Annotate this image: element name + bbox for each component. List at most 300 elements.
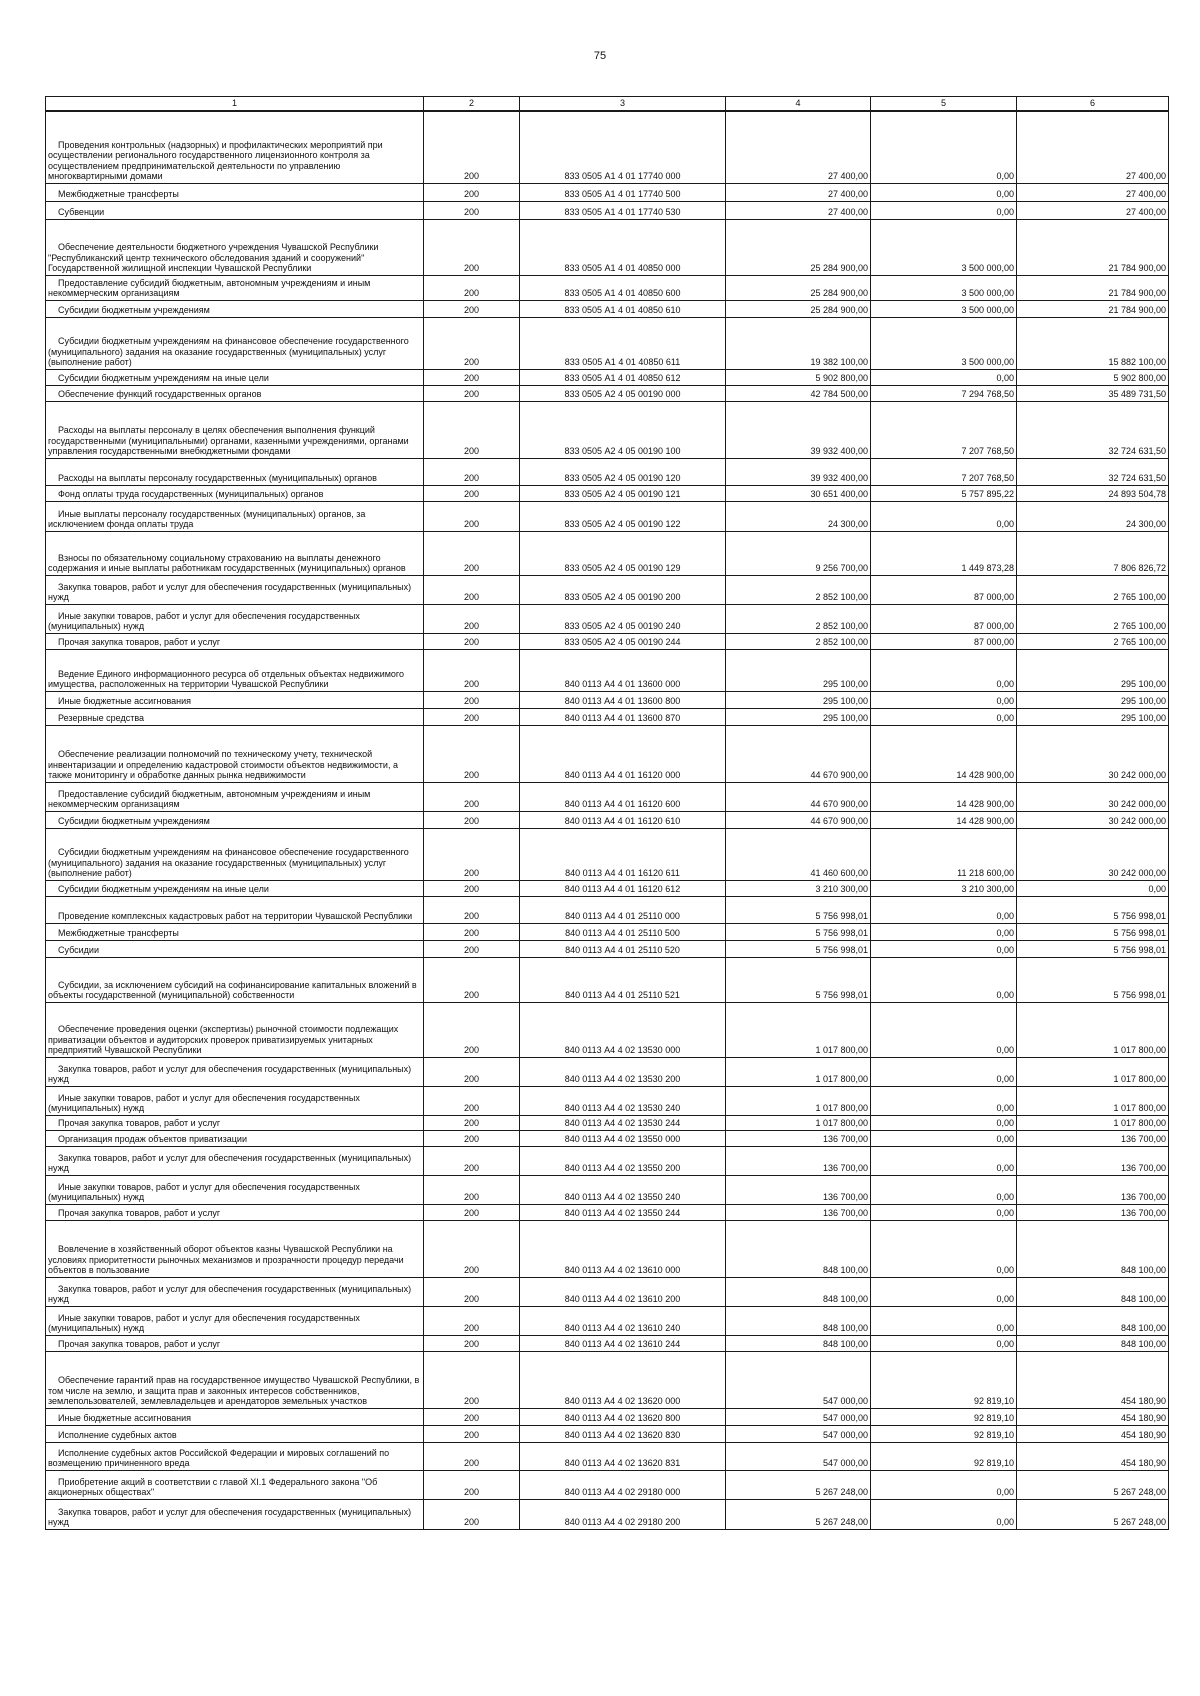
expense-name-text: Обеспечение проведения оценки (экспертизы) рыночной стоимости подлежащих приватизации объектов и аудиторских проверок приватизируемых унитарных предприятий Чувашской Республики — [48, 1024, 399, 1055]
budget-classification-code-cell: 840 0113 А4 4 02 13610 200 — [520, 1277, 726, 1306]
unexecuted-amount-cell: 2 765 100,00 — [1017, 633, 1169, 649]
executed-amount-cell: 7 294 768,50 — [871, 385, 1017, 401]
table-row — [46, 1086, 1169, 1115]
expense-name-cell — [46, 1175, 424, 1204]
table-row — [46, 111, 1169, 183]
table-row — [46, 633, 1169, 649]
unexecuted-amount-cell: 848 100,00 — [1017, 1277, 1169, 1306]
table-row — [46, 1351, 1169, 1408]
line-code-cell: 200 — [424, 219, 520, 275]
table-row — [46, 782, 1169, 811]
table-row — [46, 458, 1169, 485]
expense-name-cell — [46, 575, 424, 604]
unexecuted-amount-cell: 5 267 248,00 — [1017, 1470, 1169, 1499]
approved-amount-cell: 41 460 600,00 — [726, 828, 871, 880]
unexecuted-amount-cell: 21 784 900,00 — [1017, 275, 1169, 300]
line-code-cell: 200 — [424, 1277, 520, 1306]
line-code-cell: 200 — [424, 691, 520, 708]
unexecuted-amount-cell: 24 300,00 — [1017, 501, 1169, 531]
approved-amount-cell: 25 284 900,00 — [726, 275, 871, 300]
expense-name-cell — [46, 1115, 424, 1130]
expense-name-text: Ведение Единого информационного ресурса об отдельных объектах недвижимого имущества, расположенных на территории Чувашской Республики — [48, 668, 405, 689]
line-code-cell: 200 — [424, 1115, 520, 1130]
expense-name-cell — [46, 1306, 424, 1335]
budget-classification-code-cell: 833 0505 А2 4 05 00190 244 — [520, 633, 726, 649]
expense-name-text: Прочая закупка товаров, работ и услуг — [58, 637, 221, 647]
budget-classification-code-cell: 840 0113 А4 4 02 13610 244 — [520, 1335, 726, 1351]
column-header: 6 — [1017, 97, 1169, 112]
approved-amount-cell: 25 284 900,00 — [726, 219, 871, 275]
budget-classification-code-cell: 840 0113 А4 4 01 25110 521 — [520, 957, 726, 1002]
executed-amount-cell: 0,00 — [871, 691, 1017, 708]
unexecuted-amount-cell: 24 893 504,78 — [1017, 485, 1169, 501]
budget-classification-code-cell: 833 0505 А2 4 05 00190 000 — [520, 385, 726, 401]
expense-name-text: Субсидии бюджетным учреждениям — [58, 305, 210, 315]
executed-amount-cell: 14 428 900,00 — [871, 782, 1017, 811]
expense-name-cell — [46, 531, 424, 575]
executed-amount-cell: 0,00 — [871, 1306, 1017, 1335]
approved-amount-cell: 27 400,00 — [726, 111, 871, 183]
table-row — [46, 183, 1169, 201]
budget-classification-code-cell: 833 0505 А1 4 01 17740 000 — [520, 111, 726, 183]
line-code-cell: 200 — [424, 940, 520, 957]
executed-amount-cell: 87 000,00 — [871, 575, 1017, 604]
expense-name-text: Субсидии бюджетным учреждениям — [58, 816, 210, 826]
budget-classification-code-cell: 833 0505 А2 4 05 00190 200 — [520, 575, 726, 604]
approved-amount-cell: 27 400,00 — [726, 201, 871, 219]
approved-amount-cell: 5 756 998,01 — [726, 940, 871, 957]
approved-amount-cell: 136 700,00 — [726, 1130, 871, 1146]
unexecuted-amount-cell: 7 806 826,72 — [1017, 531, 1169, 575]
table-row — [46, 575, 1169, 604]
line-code-cell: 200 — [424, 385, 520, 401]
approved-amount-cell: 136 700,00 — [726, 1146, 871, 1175]
expense-name-text: Иные бюджетные ассигнования — [58, 696, 192, 706]
expense-name-cell — [46, 691, 424, 708]
table-row — [46, 896, 1169, 923]
expense-name-text: Исполнение судебных актов — [58, 1430, 177, 1440]
executed-amount-cell: 7 207 768,50 — [871, 401, 1017, 458]
column-header: 1 — [46, 97, 424, 112]
executed-amount-cell: 92 819,10 — [871, 1442, 1017, 1470]
expense-name-cell — [46, 896, 424, 923]
executed-amount-cell: 0,00 — [871, 896, 1017, 923]
approved-amount-cell: 27 400,00 — [726, 183, 871, 201]
unexecuted-amount-cell: 848 100,00 — [1017, 1335, 1169, 1351]
budget-classification-code-cell: 833 0505 А1 4 01 40850 600 — [520, 275, 726, 300]
unexecuted-amount-cell: 295 100,00 — [1017, 691, 1169, 708]
budget-classification-code-cell: 840 0113 А4 4 01 13600 800 — [520, 691, 726, 708]
line-code-cell: 200 — [424, 575, 520, 604]
executed-amount-cell: 0,00 — [871, 1335, 1017, 1351]
unexecuted-amount-cell: 454 180,90 — [1017, 1442, 1169, 1470]
unexecuted-amount-cell: 5 756 998,01 — [1017, 957, 1169, 1002]
expense-name-text: Прочая закупка товаров, работ и услуг — [58, 1339, 221, 1349]
table-row — [46, 708, 1169, 725]
expense-name-cell — [46, 1130, 424, 1146]
line-code-cell: 200 — [424, 811, 520, 828]
expense-name-cell — [46, 1408, 424, 1425]
budget-classification-code-cell: 840 0113 А4 4 01 16120 600 — [520, 782, 726, 811]
table-row — [46, 531, 1169, 575]
table-row — [46, 1002, 1169, 1057]
line-code-cell: 200 — [424, 1130, 520, 1146]
approved-amount-cell: 44 670 900,00 — [726, 811, 871, 828]
expense-name-text: Межбюджетные трансферты — [58, 189, 179, 199]
table-row — [46, 1335, 1169, 1351]
budget-classification-code-cell: 840 0113 А4 4 02 13550 240 — [520, 1175, 726, 1204]
expense-name-text: Организация продаж объектов приватизации — [58, 1134, 247, 1144]
table-row — [46, 317, 1169, 369]
expense-name-text: Резервные средства — [58, 713, 145, 723]
expense-name-cell — [46, 649, 424, 691]
table-row — [46, 1277, 1169, 1306]
line-code-cell: 200 — [424, 201, 520, 219]
unexecuted-amount-cell: 848 100,00 — [1017, 1220, 1169, 1277]
budget-classification-code-cell: 840 0113 А4 4 01 25110 500 — [520, 923, 726, 940]
table-row — [46, 1408, 1169, 1425]
unexecuted-amount-cell: 1 017 800,00 — [1017, 1057, 1169, 1086]
approved-amount-cell: 44 670 900,00 — [726, 782, 871, 811]
expense-name-cell — [46, 1351, 424, 1408]
line-code-cell: 200 — [424, 957, 520, 1002]
table-row — [46, 1130, 1169, 1146]
approved-amount-cell: 1 017 800,00 — [726, 1086, 871, 1115]
expense-name-text: Иные бюджетные ассигнования — [58, 1413, 192, 1423]
budget-classification-code-cell: 840 0113 А4 4 01 16120 610 — [520, 811, 726, 828]
table-row — [46, 923, 1169, 940]
executed-amount-cell: 0,00 — [871, 1130, 1017, 1146]
budget-classification-code-cell: 840 0113 А4 4 02 13610 240 — [520, 1306, 726, 1335]
approved-amount-cell: 547 000,00 — [726, 1408, 871, 1425]
expense-name-cell — [46, 957, 424, 1002]
unexecuted-amount-cell: 295 100,00 — [1017, 708, 1169, 725]
line-code-cell: 200 — [424, 183, 520, 201]
line-code-cell: 200 — [424, 649, 520, 691]
table-row — [46, 1204, 1169, 1220]
expense-name-cell — [46, 940, 424, 957]
executed-amount-cell: 0,00 — [871, 1204, 1017, 1220]
expense-name-text: Взносы по обязательному социальному страхованию на выплаты денежного содержания и иные выплаты работникам государственных (муниципальных) органов — [48, 552, 406, 573]
approved-amount-cell: 2 852 100,00 — [726, 633, 871, 649]
expense-name-cell — [46, 111, 424, 183]
expense-name-text: Обеспечение функций государственных органов — [58, 389, 262, 399]
unexecuted-amount-cell: 1 017 800,00 — [1017, 1002, 1169, 1057]
executed-amount-cell: 0,00 — [871, 1086, 1017, 1115]
unexecuted-amount-cell: 35 489 731,50 — [1017, 385, 1169, 401]
column-header: 5 — [871, 97, 1017, 112]
expense-name-text: Иные закупки товаров, работ и услуг для обеспечения государственных (муниципальных) нужд — [48, 610, 360, 631]
unexecuted-amount-cell: 2 765 100,00 — [1017, 575, 1169, 604]
expense-name-text: Предоставление субсидий бюджетным, автономным учреждениям и иным некоммерческим организациям — [48, 277, 371, 298]
table-header-row — [46, 97, 1169, 112]
line-code-cell: 200 — [424, 485, 520, 501]
expense-name-cell — [46, 1277, 424, 1306]
expense-name-cell — [46, 725, 424, 782]
unexecuted-amount-cell: 15 882 100,00 — [1017, 317, 1169, 369]
expense-name-text: Субсидии бюджетным учреждениям на финансовое обеспечение государственного (муниципального) задания на оказание государственных (муниципальных) услуг (выполнение работ) — [48, 847, 409, 878]
unexecuted-amount-cell: 848 100,00 — [1017, 1306, 1169, 1335]
expense-name-text: Иные выплаты персоналу государственных (муниципальных) органов, за исключением фонда оплаты труда — [48, 508, 366, 529]
budget-classification-code-cell: 840 0113 А4 4 01 16120 000 — [520, 725, 726, 782]
expense-name-cell — [46, 1220, 424, 1277]
line-code-cell: 200 — [424, 828, 520, 880]
executed-amount-cell: 0,00 — [871, 1470, 1017, 1499]
expense-name-cell — [46, 183, 424, 201]
executed-amount-cell: 0,00 — [871, 369, 1017, 385]
budget-classification-code-cell: 840 0113 А4 4 02 13620 830 — [520, 1425, 726, 1442]
approved-amount-cell: 5 756 998,01 — [726, 896, 871, 923]
executed-amount-cell: 3 500 000,00 — [871, 300, 1017, 317]
executed-amount-cell: 11 218 600,00 — [871, 828, 1017, 880]
expense-name-cell — [46, 1470, 424, 1499]
executed-amount-cell: 0,00 — [871, 1057, 1017, 1086]
expense-name-text: Приобретение акций в соответствии с главой XI.1 Федерального закона "Об акционерных обществах" — [48, 1476, 378, 1497]
table-row — [46, 1306, 1169, 1335]
unexecuted-amount-cell: 454 180,90 — [1017, 1425, 1169, 1442]
table-row — [46, 725, 1169, 782]
executed-amount-cell: 0,00 — [871, 183, 1017, 201]
table-row — [46, 957, 1169, 1002]
line-code-cell: 200 — [424, 401, 520, 458]
approved-amount-cell: 9 256 700,00 — [726, 531, 871, 575]
expense-name-text: Исполнение судебных актов Российской Федерации и мировых соглашений по возмещению причиненного вреда — [48, 1447, 390, 1468]
line-code-cell: 200 — [424, 1175, 520, 1204]
table-row — [46, 1115, 1169, 1130]
expense-name-text: Иные закупки товаров, работ и услуг для обеспечения государственных (муниципальных) нужд — [48, 1312, 360, 1333]
expense-name-text: Прочая закупка товаров, работ и услуг — [58, 1118, 221, 1128]
budget-classification-code-cell: 833 0505 А2 4 05 00190 129 — [520, 531, 726, 575]
table-row — [46, 300, 1169, 317]
approved-amount-cell: 295 100,00 — [726, 708, 871, 725]
unexecuted-amount-cell: 136 700,00 — [1017, 1146, 1169, 1175]
expense-name-cell — [46, 1335, 424, 1351]
executed-amount-cell: 14 428 900,00 — [871, 811, 1017, 828]
executed-amount-cell: 0,00 — [871, 1175, 1017, 1204]
unexecuted-amount-cell: 30 242 000,00 — [1017, 811, 1169, 828]
expense-name-text: Предоставление субсидий бюджетным, автономным учреждениям и иным некоммерческим организациям — [48, 788, 371, 809]
table-row — [46, 1146, 1169, 1175]
table-row — [46, 691, 1169, 708]
expense-name-cell — [46, 300, 424, 317]
expense-name-text: Закупка товаров, работ и услуг для обеспечения государственных (муниципальных) нужд — [48, 1063, 412, 1084]
line-code-cell: 200 — [424, 300, 520, 317]
expense-name-cell — [46, 501, 424, 531]
approved-amount-cell: 24 300,00 — [726, 501, 871, 531]
expense-name-text: Субсидии — [58, 945, 99, 955]
executed-amount-cell: 0,00 — [871, 1220, 1017, 1277]
table-row — [46, 649, 1169, 691]
budget-classification-code-cell: 840 0113 А4 4 02 13530 200 — [520, 1057, 726, 1086]
unexecuted-amount-cell: 295 100,00 — [1017, 649, 1169, 691]
line-code-cell: 200 — [424, 1408, 520, 1425]
unexecuted-amount-cell: 30 242 000,00 — [1017, 782, 1169, 811]
budget-classification-code-cell: 840 0113 А4 4 01 13600 000 — [520, 649, 726, 691]
table-row — [46, 1470, 1169, 1499]
expense-name-text: Расходы на выплаты персоналу государственных (муниципальных) органов — [58, 473, 377, 483]
line-code-cell: 200 — [424, 317, 520, 369]
executed-amount-cell: 87 000,00 — [871, 604, 1017, 633]
expense-name-text: Иные закупки товаров, работ и услуг для обеспечения государственных (муниципальных) нужд — [48, 1092, 360, 1113]
approved-amount-cell: 848 100,00 — [726, 1277, 871, 1306]
line-code-cell: 200 — [424, 604, 520, 633]
approved-amount-cell: 30 651 400,00 — [726, 485, 871, 501]
expense-name-text: Субвенции — [58, 207, 105, 217]
budget-classification-code-cell: 840 0113 А4 4 02 13620 000 — [520, 1351, 726, 1408]
executed-amount-cell: 0,00 — [871, 649, 1017, 691]
budget-classification-code-cell: 840 0113 А4 4 01 16120 611 — [520, 828, 726, 880]
approved-amount-cell: 5 902 800,00 — [726, 369, 871, 385]
table-row — [46, 1057, 1169, 1086]
expense-name-text: Субсидии бюджетным учреждениям на финансовое обеспечение государственного (муниципального) задания на оказание государственных (муниципальных) услуг (выполнение работ) — [48, 336, 409, 367]
expense-name-cell — [46, 1442, 424, 1470]
expense-name-text: Закупка товаров, работ и услуг для обеспечения государственных (муниципальных) нужд — [48, 1506, 412, 1527]
expense-name-text: Закупка товаров, работ и услуг для обеспечения государственных (муниципальных) нужд — [48, 581, 412, 602]
unexecuted-amount-cell: 1 017 800,00 — [1017, 1086, 1169, 1115]
expense-name-cell — [46, 604, 424, 633]
line-code-cell: 200 — [424, 275, 520, 300]
approved-amount-cell: 547 000,00 — [726, 1442, 871, 1470]
table-row — [46, 275, 1169, 300]
table-row — [46, 1425, 1169, 1442]
expense-name-cell — [46, 633, 424, 649]
budget-classification-code-cell: 833 0505 А1 4 01 17740 530 — [520, 201, 726, 219]
table-row — [46, 201, 1169, 219]
expense-name-text: Субсидии бюджетным учреждениям на иные цели — [58, 373, 269, 383]
table-row — [46, 485, 1169, 501]
approved-amount-cell: 39 932 400,00 — [726, 401, 871, 458]
unexecuted-amount-cell: 136 700,00 — [1017, 1175, 1169, 1204]
expense-name-cell — [46, 317, 424, 369]
unexecuted-amount-cell: 136 700,00 — [1017, 1130, 1169, 1146]
approved-amount-cell: 42 784 500,00 — [726, 385, 871, 401]
line-code-cell: 200 — [424, 1351, 520, 1408]
table-row — [46, 1175, 1169, 1204]
line-code-cell: 200 — [424, 531, 520, 575]
line-code-cell: 200 — [424, 1057, 520, 1086]
executed-amount-cell: 0,00 — [871, 1146, 1017, 1175]
page-number: 75 — [593, 50, 607, 62]
unexecuted-amount-cell: 32 724 631,50 — [1017, 458, 1169, 485]
expense-name-text: Прочая закупка товаров, работ и услуг — [58, 1208, 221, 1218]
unexecuted-amount-cell: 5 756 998,01 — [1017, 923, 1169, 940]
line-code-cell: 200 — [424, 633, 520, 649]
expense-name-text: Расходы на выплаты персоналу в целях обеспечения выполнения функций государственными (муниципальными) органами, казенными учреждениями, органами управления государственными внебюджетными фондами — [48, 425, 409, 456]
approved-amount-cell: 5 756 998,01 — [726, 923, 871, 940]
expense-name-text: Иные закупки товаров, работ и услуг для обеспечения государственных (муниципальных) нужд — [48, 1181, 360, 1202]
unexecuted-amount-cell: 136 700,00 — [1017, 1204, 1169, 1220]
expense-name-text: Вовлечение в хозяйственный оборот объектов казны Чувашской Республики на условиях приоритетности рыночных механизмов и прозрачности процедур передачи объектов в пользование — [48, 1244, 404, 1275]
unexecuted-amount-cell: 0,00 — [1017, 880, 1169, 896]
unexecuted-amount-cell: 5 902 800,00 — [1017, 369, 1169, 385]
executed-amount-cell: 3 500 000,00 — [871, 317, 1017, 369]
budget-classification-code-cell: 833 0505 А2 4 05 00190 100 — [520, 401, 726, 458]
table-row — [46, 401, 1169, 458]
expense-name-cell — [46, 1425, 424, 1442]
executed-amount-cell: 0,00 — [871, 111, 1017, 183]
expense-name-cell — [46, 1499, 424, 1529]
expense-name-cell — [46, 782, 424, 811]
executed-amount-cell: 3 210 300,00 — [871, 880, 1017, 896]
expense-name-text: Межбюджетные трансферты — [58, 928, 179, 938]
approved-amount-cell: 1 017 800,00 — [726, 1115, 871, 1130]
expense-name-text: Субсидии бюджетным учреждениям на иные цели — [58, 884, 269, 894]
expense-name-text: Фонд оплаты труда государственных (муниципальных) органов — [58, 489, 324, 499]
budget-classification-code-cell: 840 0113 А4 4 02 29180 200 — [520, 1499, 726, 1529]
budget-classification-code-cell: 840 0113 А4 4 02 29180 000 — [520, 1470, 726, 1499]
table-row — [46, 880, 1169, 896]
approved-amount-cell: 19 382 100,00 — [726, 317, 871, 369]
column-header: 4 — [726, 97, 871, 112]
approved-amount-cell: 2 852 100,00 — [726, 604, 871, 633]
line-code-cell: 200 — [424, 1220, 520, 1277]
column-header: 3 — [520, 97, 726, 112]
approved-amount-cell: 3 210 300,00 — [726, 880, 871, 896]
expense-name-cell — [46, 201, 424, 219]
line-code-cell: 200 — [424, 1086, 520, 1115]
line-code-cell: 200 — [424, 501, 520, 531]
expense-name-text: Обеспечение реализации полномочий по техническому учету, технической инвентаризации и определению кадастровой стоимости объектов недвижимости, а также мониторингу и обработке данных рынка недвижимости — [48, 749, 398, 780]
approved-amount-cell: 295 100,00 — [726, 691, 871, 708]
table-body — [46, 111, 1169, 1529]
budget-classification-code-cell: 840 0113 А4 4 02 13620 800 — [520, 1408, 726, 1425]
approved-amount-cell: 547 000,00 — [726, 1425, 871, 1442]
table-row — [46, 1220, 1169, 1277]
unexecuted-amount-cell: 5 756 998,01 — [1017, 896, 1169, 923]
budget-classification-code-cell: 840 0113 А4 4 02 13530 000 — [520, 1002, 726, 1057]
executed-amount-cell: 0,00 — [871, 1002, 1017, 1057]
expense-name-cell — [46, 1204, 424, 1220]
expense-name-cell — [46, 1057, 424, 1086]
line-code-cell: 200 — [424, 1335, 520, 1351]
table-row — [46, 501, 1169, 531]
line-code-cell: 200 — [424, 708, 520, 725]
approved-amount-cell: 295 100,00 — [726, 649, 871, 691]
column-header: 2 — [424, 97, 520, 112]
expense-name-cell — [46, 1086, 424, 1115]
expense-name-cell — [46, 385, 424, 401]
table-row — [46, 828, 1169, 880]
executed-amount-cell: 3 500 000,00 — [871, 275, 1017, 300]
approved-amount-cell: 848 100,00 — [726, 1306, 871, 1335]
table-row — [46, 219, 1169, 275]
approved-amount-cell: 39 932 400,00 — [726, 458, 871, 485]
expense-name-text: Обеспечение деятельности бюджетного учреждения Чувашской Республики "Республиканский центр технического обследования зданий и сооружений" Государственной жилищной инспекции Чувашской Республики — [48, 242, 379, 273]
unexecuted-amount-cell: 27 400,00 — [1017, 183, 1169, 201]
line-code-cell: 200 — [424, 923, 520, 940]
expense-name-cell — [46, 1002, 424, 1057]
table-row — [46, 811, 1169, 828]
budget-classification-code-cell: 833 0505 А2 4 05 00190 120 — [520, 458, 726, 485]
approved-amount-cell: 5 267 248,00 — [726, 1470, 871, 1499]
budget-classification-code-cell: 833 0505 А1 4 01 40850 610 — [520, 300, 726, 317]
budget-classification-code-cell: 833 0505 А2 4 05 00190 122 — [520, 501, 726, 531]
budget-classification-code-cell: 840 0113 А4 4 02 13530 240 — [520, 1086, 726, 1115]
unexecuted-amount-cell: 27 400,00 — [1017, 201, 1169, 219]
unexecuted-amount-cell: 27 400,00 — [1017, 111, 1169, 183]
approved-amount-cell: 25 284 900,00 — [726, 300, 871, 317]
expense-name-text: Закупка товаров, работ и услуг для обеспечения государственных (муниципальных) нужд — [48, 1152, 412, 1173]
line-code-cell: 200 — [424, 1146, 520, 1175]
table-row — [46, 369, 1169, 385]
expense-name-cell — [46, 880, 424, 896]
expense-name-cell — [46, 708, 424, 725]
budget-classification-code-cell: 840 0113 А4 4 02 13610 000 — [520, 1220, 726, 1277]
executed-amount-cell: 0,00 — [871, 708, 1017, 725]
line-code-cell: 200 — [424, 369, 520, 385]
approved-amount-cell: 136 700,00 — [726, 1175, 871, 1204]
executed-amount-cell: 0,00 — [871, 923, 1017, 940]
